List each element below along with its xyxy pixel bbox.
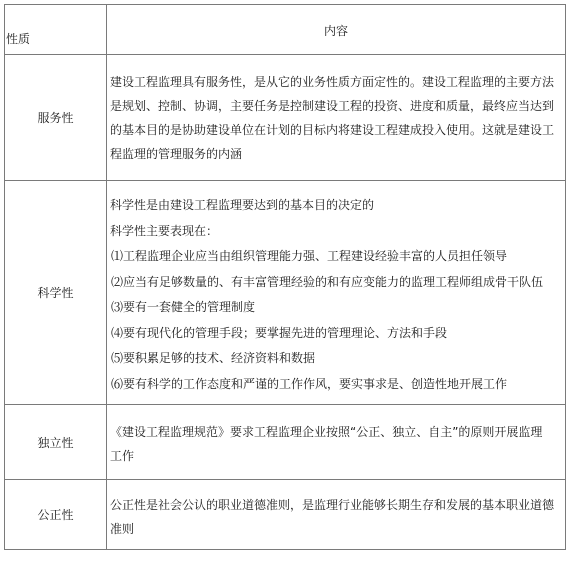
table-row: [5, 181, 566, 405]
properties-table: [4, 4, 566, 550]
table-row: [5, 55, 566, 181]
row-content-independence: [107, 405, 566, 480]
table-row: [5, 480, 566, 550]
row-name-science: 科学性: [5, 181, 107, 405]
text-line: 科学性主要表现在：: [110, 223, 219, 238]
text-line: 建设工程监理具有服务性，是从它的业务性质方面定性的。建设工程监理的主要方法: [110, 75, 555, 89]
text-line: 工作: [110, 449, 135, 463]
row-name-service: 服务性: [5, 55, 107, 181]
row-content-fairness: [107, 480, 566, 550]
text-line: 是规划、控制、协调，主要任务是控制建设工程的投资、进度和质量，最终应当达到: [110, 99, 555, 113]
list-item: ⑶要有一套健全的管理制度: [111, 300, 256, 314]
list-item: ⑴工程监理企业应当由组织管理能力强、工程建设经验丰富的人员担任领导: [111, 249, 508, 263]
text-line: 公正性是社会公认的职业道德准则，是监理行业能够长期生存和发展的基本职业道德: [110, 498, 555, 512]
row-content-science: [107, 181, 566, 405]
list-item: ⑹要有科学的工作态度和严谨的工作作风，要实事求是、创造性地开展工作: [111, 376, 508, 391]
row-name-fairness: 公正性: [5, 480, 107, 550]
text-line: 科学性是由建设工程监理要达到的基本目的决定的: [110, 198, 375, 212]
text-line: 《建设工程监理规范》要求工程监理企业按照“公正、独立、自主”的原则开展监理: [110, 425, 543, 439]
row-name-independence: 独立性: [5, 405, 107, 480]
header-property: 性质: [5, 5, 107, 55]
header-content: 内容: [107, 5, 566, 55]
table-row: [5, 405, 566, 480]
list-item: ⑵应当有足够数量的、有丰富管理经验的和有应变能力的监理工程师组成骨干队伍: [111, 274, 544, 289]
list-item: ⑸要积累足够的技术、经济资料和数据: [111, 351, 316, 365]
text-line: 程监理的管理服务的内涵: [110, 147, 243, 161]
text-line: 准则: [110, 522, 135, 536]
row-content-service: [107, 55, 566, 181]
list-item: ⑷要有现代化的管理手段；要掌握先进的管理理论、方法和手段: [111, 325, 448, 340]
header-row: [5, 5, 566, 55]
text-line: 的基本目的是协助建设单位在计划的目标内将建设工程建成投入使用。这就是建设工: [110, 123, 555, 137]
